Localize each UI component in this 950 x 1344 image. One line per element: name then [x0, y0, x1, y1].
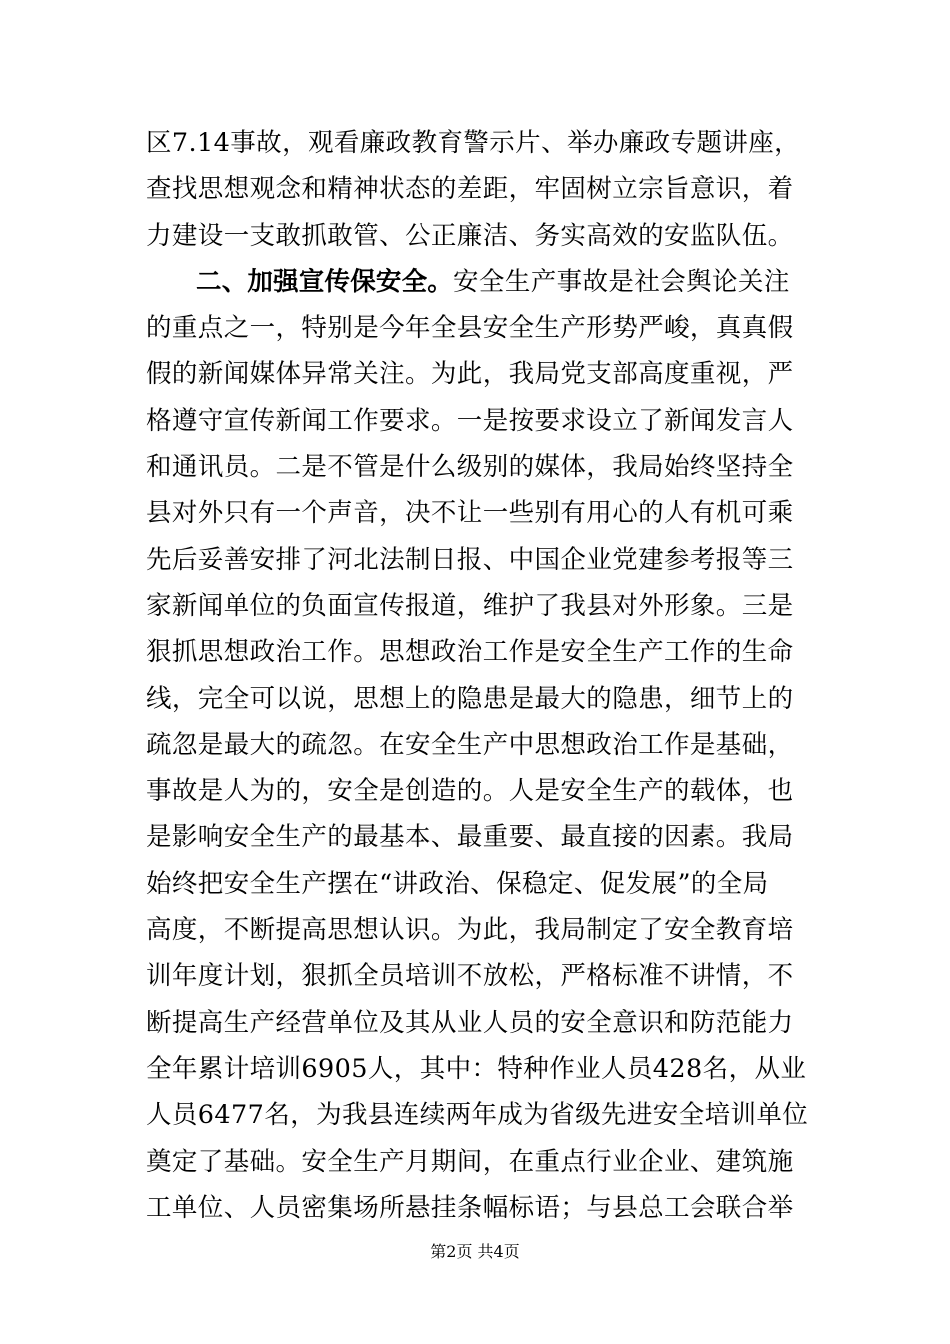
text-line: 工单位、人员密集场所悬挂条幅标语；与县总工会联合举: [146, 1192, 794, 1223]
text-line: 家新闻单位的负面宣传报道，维护了我县对外形象。三是: [146, 590, 794, 621]
text-line: 查找思想观念和精神状态的差距，牢固树立宗旨意识，着: [146, 174, 794, 205]
text-line: 事故是人为的，安全是创造的。人是安全生产的载体，也: [146, 776, 794, 807]
text-line: 奠定了基础。安全生产月期间，在重点行业企业、建筑施: [146, 1146, 794, 1177]
text-line: 力建设一支敢抓敢管、公正廉洁、务实高效的安监队伍。: [146, 220, 794, 251]
text-line: 先后妥善安排了河北法制日报、中国企业党建参考报等三: [146, 544, 794, 575]
heading-line-text: 安全生产事故是社会舆论关注: [453, 266, 790, 297]
text-line: 和通讯员。二是不管是什么级别的媒体，我局始终坚持全: [146, 452, 794, 483]
text-line: 全年累计培训6905人，其中：特种作业人员428名，从业: [146, 1053, 807, 1084]
text-line: 始终把安全生产摆在“讲政治、保稳定、促发展”的全局: [146, 868, 769, 899]
text-line: 的重点之一，特别是今年全县安全生产形势严峻，真真假: [146, 313, 794, 344]
text-line: 高度，不断提高思想认识。为此，我局制定了安全教育培: [146, 915, 794, 946]
text-line: 疏忽是最大的疏忽。在安全生产中思想政治工作是基础，: [146, 729, 794, 760]
text-line: 假的新闻媒体异常关注。为此，我局党支部高度重视，严: [146, 359, 794, 390]
text-line: 训年度计划，狠抓全员培训不放松，严格标准不讲情，不: [146, 961, 794, 992]
text-line: 线，完全可以说，思想上的隐患是最大的隐患，细节上的: [146, 683, 794, 714]
text-line: 区7.14事故，观看廉政教育警示片、举办廉政专题讲座，: [146, 128, 801, 158]
section-heading: 二、加强宣传保安全。: [196, 266, 454, 297]
text-line: 是影响安全生产的最基本、最重要、最直接的因素。我局: [146, 822, 794, 853]
text-line: 格遵守宣传新闻工作要求。一是按要求设立了新闻发言人: [146, 405, 794, 436]
text-line: 县对外只有一个声音，决不让一些别有用心的人有机可乘: [146, 498, 794, 529]
section-heading-line: [146, 264, 806, 310]
document-body: [146, 125, 809, 1236]
page-indicator: 第2页 共4页: [430, 1242, 520, 1261]
text-line: 狠抓思想政治工作。思想政治工作是安全生产工作的生命: [146, 637, 794, 668]
page-footer: [0, 1242, 950, 1262]
text-line: 人员6477名，为我县连续两年成为省级先进安全培训单位: [146, 1100, 809, 1131]
text-line: 断提高生产经营单位及其从业人员的安全意识和防范能力: [146, 1007, 794, 1038]
